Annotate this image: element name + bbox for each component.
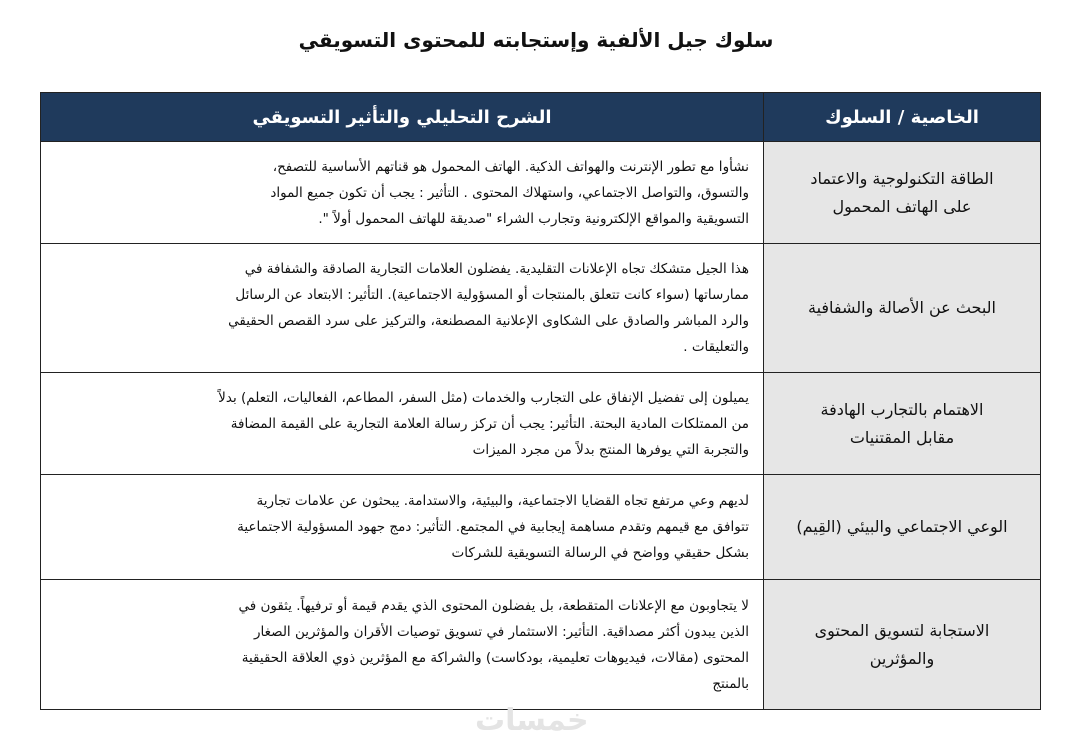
explanation-line: المحتوى (مقالات، فيديوهات تعليمية، بودكاست) والشراكة مع المؤثرين ذوي العلاقة الحقيقية	[241, 649, 749, 666]
behavior-cell	[764, 244, 1041, 373]
table-row	[41, 142, 1041, 244]
behavior-line: الاهتمام بالتجارب الهادفة	[820, 399, 984, 419]
explanation-line: والتعليقات .	[683, 339, 749, 355]
behavior-line: والمؤثرين	[869, 648, 935, 668]
explanation-line: تتوافق مع قيمهم وتقدم مساهمة إيجابية في المجتمع. التأثير: دمج جهود المسؤولية الاجتماعية	[237, 519, 749, 535]
table-header-row	[41, 93, 1041, 142]
table-row	[41, 475, 1041, 580]
explanation-line: بشكل حقيقي وواضح في الرسالة التسويقية للشركات	[451, 545, 749, 561]
explanation-line: لا يتجاوبون مع الإعلانات المتقطعة، بل يفضلون المحتوى الذي يقدم قيمة أو ترفيهاً. يثقون في	[238, 597, 749, 614]
behavior-line: البحث عن الأصالة والشفافية	[808, 298, 996, 317]
explanation-line: والرد المباشر والصادق على الشكاوى الإعلانية المصطنعة، والتركيز على سرد القصص الحقيقي	[228, 313, 749, 329]
explanation-cell	[41, 142, 764, 244]
explanation-line: والتجربة التي يوفرها المنتج بدلاً من مجرد الميزات	[472, 441, 749, 458]
behavior-line: الاستجابة لتسويق المحتوى	[814, 620, 990, 640]
behavior-line: الوعي الاجتماعي والبيئي (القِيم)	[796, 517, 1008, 536]
header-explanation: الشرح التحليلي والتأثير التسويقي	[41, 93, 764, 142]
page-title: سلوك جيل الألفية وإستجابته للمحتوى التسويقي	[298, 28, 774, 52]
explanation-cell	[41, 373, 764, 475]
behavior-cell	[764, 580, 1041, 710]
explanation-line: والتسوق، والتواصل الاجتماعي، واستهلاك المحتوى . التأثير : يجب أن تكون جميع المواد	[270, 184, 749, 201]
behavior-cell	[764, 373, 1041, 475]
explanation-line: نشأوا مع تطور الإنترنت والهواتف الذكية. الهاتف المحمول هو قناتهم الأساسية للتصفح،	[272, 158, 749, 175]
explanation-line: ممارساتها (سواء كانت تتعلق بالمنتجات أو المسؤولية الاجتماعية). التأثير: الابتعاد عن الرسائل	[235, 287, 749, 303]
behavior-cell	[764, 475, 1041, 580]
explanation-line: لديهم وعي مرتفع تجاه القضايا الاجتماعية، والبيئية، والاستدامة. يبحثون عن علامات تجارية	[256, 493, 749, 509]
explanation-line: التسويقية والمواقع الإلكترونية وتجارب الشراء "صديقة للهاتف المحمول أولاً ".	[318, 210, 749, 227]
behavior-table	[40, 92, 1041, 710]
explanation-line: من الممتلكات المادية البحتة. التأثير: يجب أن تركز رسالة العلامة التجارية على القيمة المضافة	[230, 415, 749, 432]
explanation-line: هذا الجيل متشكك تجاه الإعلانات التقليدية. يفضلون العلامات التجارية الصادقة والشفافة في	[244, 261, 749, 277]
explanation-cell	[41, 580, 764, 710]
behavior-line: مقابل المقتنيات	[849, 427, 955, 447]
table-row	[41, 244, 1041, 373]
behavior-line: على الهاتف المحمول	[832, 196, 972, 216]
explanation-line: يميلون إلى تفضيل الإنفاق على التجارب والخدمات (مثل السفر، المطاعم، الفعاليات، التعلم) بدلاً	[218, 389, 749, 406]
table-row	[41, 373, 1041, 475]
explanation-cell	[41, 244, 764, 373]
explanation-line: الذين يبدون أكثر مصداقية. التأثير: الاستثمار في تسويق توصيات الأقران والمؤثرين الصغار	[253, 623, 749, 640]
behavior-line: الطاقة التكنولوجية والاعتماد	[810, 168, 994, 188]
behavior-cell	[764, 142, 1041, 244]
explanation-line: بالمنتج	[712, 675, 749, 692]
watermark-logo: خمسات	[475, 703, 589, 738]
explanation-cell	[41, 475, 764, 580]
table-row	[41, 580, 1041, 710]
header-behavior: الخاصية / السلوك	[764, 93, 1041, 142]
